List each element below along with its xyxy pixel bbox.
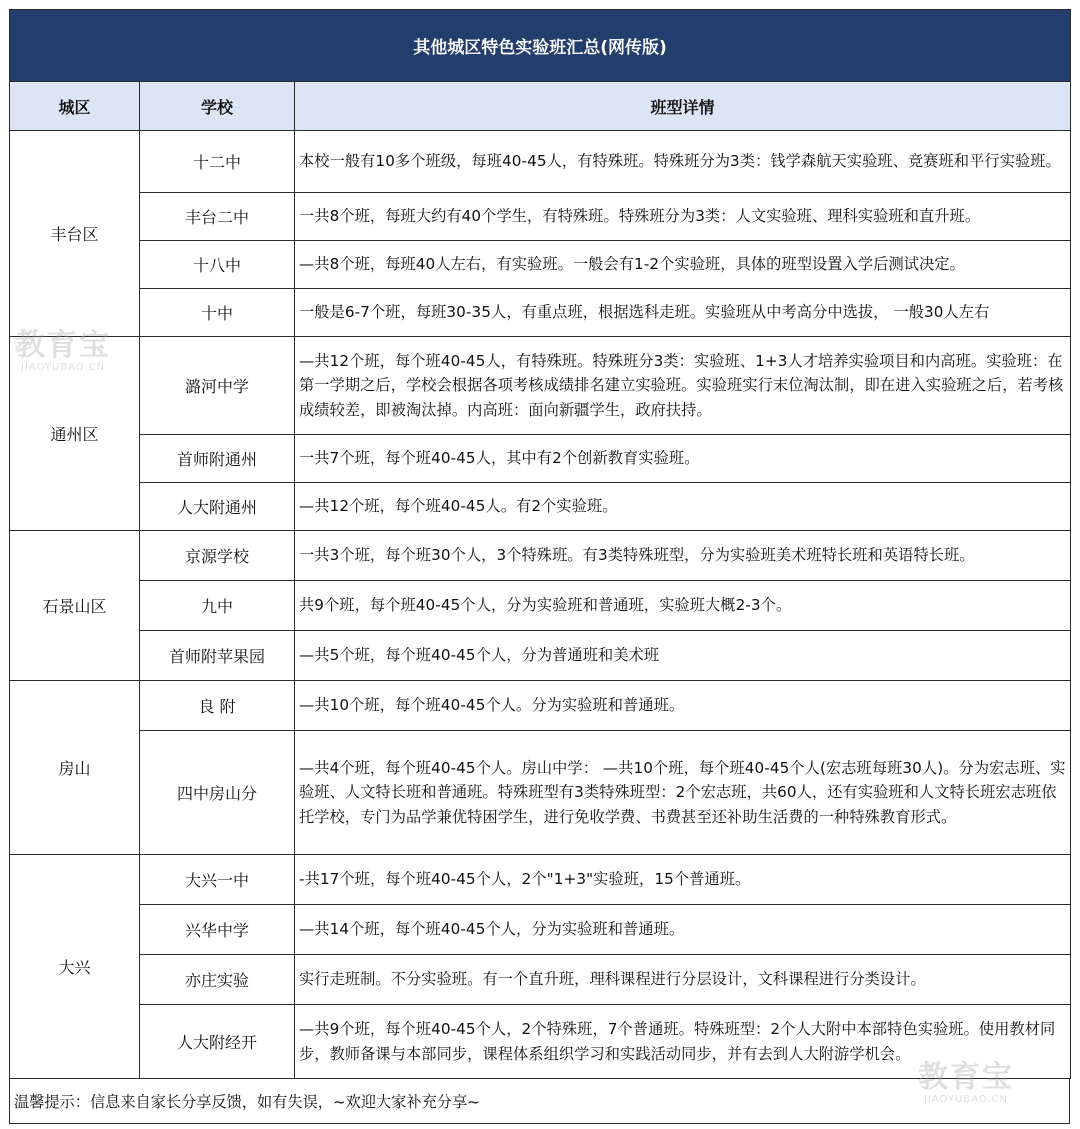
detail-cell: —共8个班，每班40人左右，有实验班。一般会有1-2个实验班，具体的班型设置入学后测试决定。 bbox=[295, 241, 1071, 289]
table-row bbox=[10, 631, 1071, 681]
school-cell: 人大附经开 bbox=[140, 1005, 295, 1079]
school-cell: 亦庄实验 bbox=[140, 955, 295, 1005]
school-cell: 首师附通州 bbox=[140, 435, 295, 483]
school-cell: 九中 bbox=[140, 581, 295, 631]
table-title: 其他城区特色实验班汇总(网传版) bbox=[10, 10, 1071, 82]
detail-cell: -共17个班，每个班40-45个人，2个"1+3"实验班，15个普通班。 bbox=[295, 855, 1071, 905]
detail-cell: —共12个班，每个班40-45人。有2个实验班。 bbox=[295, 483, 1071, 531]
detail-cell: —共12个班，每个班40-45人，有特殊班。特殊班分3类：实验班、1+3人才培养实验项目和内高班。实验班：在第一学期之后，学校会根据各项考核成绩排名建立实验班。实验班实行末位淘汰制，即在进入实验班之后，若考核成绩较差，即被淘汰掉。内高班：面向新疆学生，政府扶持。 bbox=[295, 337, 1071, 435]
detail-cell: 本校一般有10多个班级，每班40-45人，有特殊班。特殊班分为3类：钱学森航天实验班、竞赛班和平行实验班。 bbox=[295, 131, 1071, 193]
header-detail: 班型详情 bbox=[295, 82, 1071, 131]
school-cell: 人大附通州 bbox=[140, 483, 295, 531]
header-district: 城区 bbox=[10, 82, 140, 131]
district-cell: 通州区 bbox=[10, 337, 140, 531]
school-cell: 良 附 bbox=[140, 681, 295, 731]
detail-cell: 一共3个班，每个班30个人，3个特殊班。有3类特殊班型，分为实验班美术班特长班和英语特长班。 bbox=[295, 531, 1071, 581]
school-cell: 十二中 bbox=[140, 131, 295, 193]
table-row bbox=[10, 241, 1071, 289]
table-row bbox=[10, 131, 1071, 193]
school-cell: 首师附苹果园 bbox=[140, 631, 295, 681]
detail-cell: 一共8个班，每班大约有40个学生，有特殊班。特殊班分为3类：人文实验班、理科实验班和直升班。 bbox=[295, 193, 1071, 241]
district-cell: 房山 bbox=[10, 681, 140, 855]
table-row bbox=[10, 1005, 1071, 1079]
table-row bbox=[10, 289, 1071, 337]
school-cell: 京源学校 bbox=[140, 531, 295, 581]
table-row bbox=[10, 435, 1071, 483]
district-cell: 大兴 bbox=[10, 855, 140, 1079]
school-cell: 兴华中学 bbox=[140, 905, 295, 955]
table-row bbox=[10, 581, 1071, 631]
watermark-left-domain: JIAOYUBAO.CN bbox=[21, 362, 105, 373]
district-cell: 石景山区 bbox=[10, 531, 140, 681]
school-cell: 十中 bbox=[140, 289, 295, 337]
detail-cell: 一般是6-7个班，每班30-35人，有重点班，根据选科走班。实验班从中考高分中选拔， 一般30人左右 bbox=[295, 289, 1071, 337]
detail-cell: —共4个班，每个班40-45个人。房山中学： —共10个班，每个班40-45个人(宏志班每班30人)。分为宏志班、实验班、人文特长班和普通班。特殊班型有3类特殊班型：2个宏志班，共60人，还有实验班和人文特长班宏志班依托学校，专门为品学兼优特困学生，进行免收学费、书费甚至还补助生活费的一种特殊教育形式。 bbox=[295, 731, 1071, 855]
footer-table bbox=[9, 1079, 1070, 1124]
school-cell: 四中房山分 bbox=[140, 731, 295, 855]
summary-table-frame bbox=[9, 9, 1070, 1120]
watermark-right-text: 教育宝 bbox=[918, 1060, 1014, 1095]
detail-cell: —共5个班，每个班40-45个人，分为普通班和美术班 bbox=[295, 631, 1071, 681]
school-cell: 大兴一中 bbox=[140, 855, 295, 905]
table-row bbox=[10, 731, 1071, 855]
watermark-left-text: 教育宝 bbox=[15, 328, 111, 363]
school-cell: 丰台二中 bbox=[140, 193, 295, 241]
school-cell: 十八中 bbox=[140, 241, 295, 289]
table-row bbox=[10, 905, 1071, 955]
school-cell: 潞河中学 bbox=[140, 337, 295, 435]
table-row bbox=[10, 483, 1071, 531]
detail-cell: 一共7个班，每个班40-45人，其中有2个创新教育实验班。 bbox=[295, 435, 1071, 483]
detail-cell: —共10个班，每个班40-45个人。分为实验班和普通班。 bbox=[295, 681, 1071, 731]
table-row bbox=[10, 855, 1071, 905]
summary-table bbox=[9, 9, 1071, 1079]
header-school: 学校 bbox=[140, 82, 295, 131]
table-row bbox=[10, 955, 1071, 1005]
table-row bbox=[10, 337, 1071, 435]
detail-cell: —共9个班，每个班40-45个人，2个特殊班，7个普通班。特殊班型：2个人大附中本部特色实验班。使用教材同步，教师备课与本部同步，课程体系组织学习和实践活动同步，并有去到人大附游学机会。 bbox=[295, 1005, 1071, 1079]
table-row bbox=[10, 681, 1071, 731]
table-row bbox=[10, 193, 1071, 241]
footer-note: 温馨提示：信息来自家长分享反馈，如有失误，~欢迎大家补充分享~ bbox=[14, 1092, 480, 1111]
table-row bbox=[10, 531, 1071, 581]
detail-cell: —共14个班，每个班40-45个人，分为实验班和普通班。 bbox=[295, 905, 1071, 955]
district-cell: 丰台区 bbox=[10, 131, 140, 337]
detail-cell: 共9个班，每个班40-45个人，分为实验班和普通班，实验班大概2-3个。 bbox=[295, 581, 1071, 631]
watermark-right-domain: JIAOYUBAO.CN bbox=[924, 1094, 1008, 1105]
detail-cell: 实行走班制。不分实验班。有一个直升班，理科课程进行分层设计，文科课程进行分类设计。 bbox=[295, 955, 1071, 1005]
